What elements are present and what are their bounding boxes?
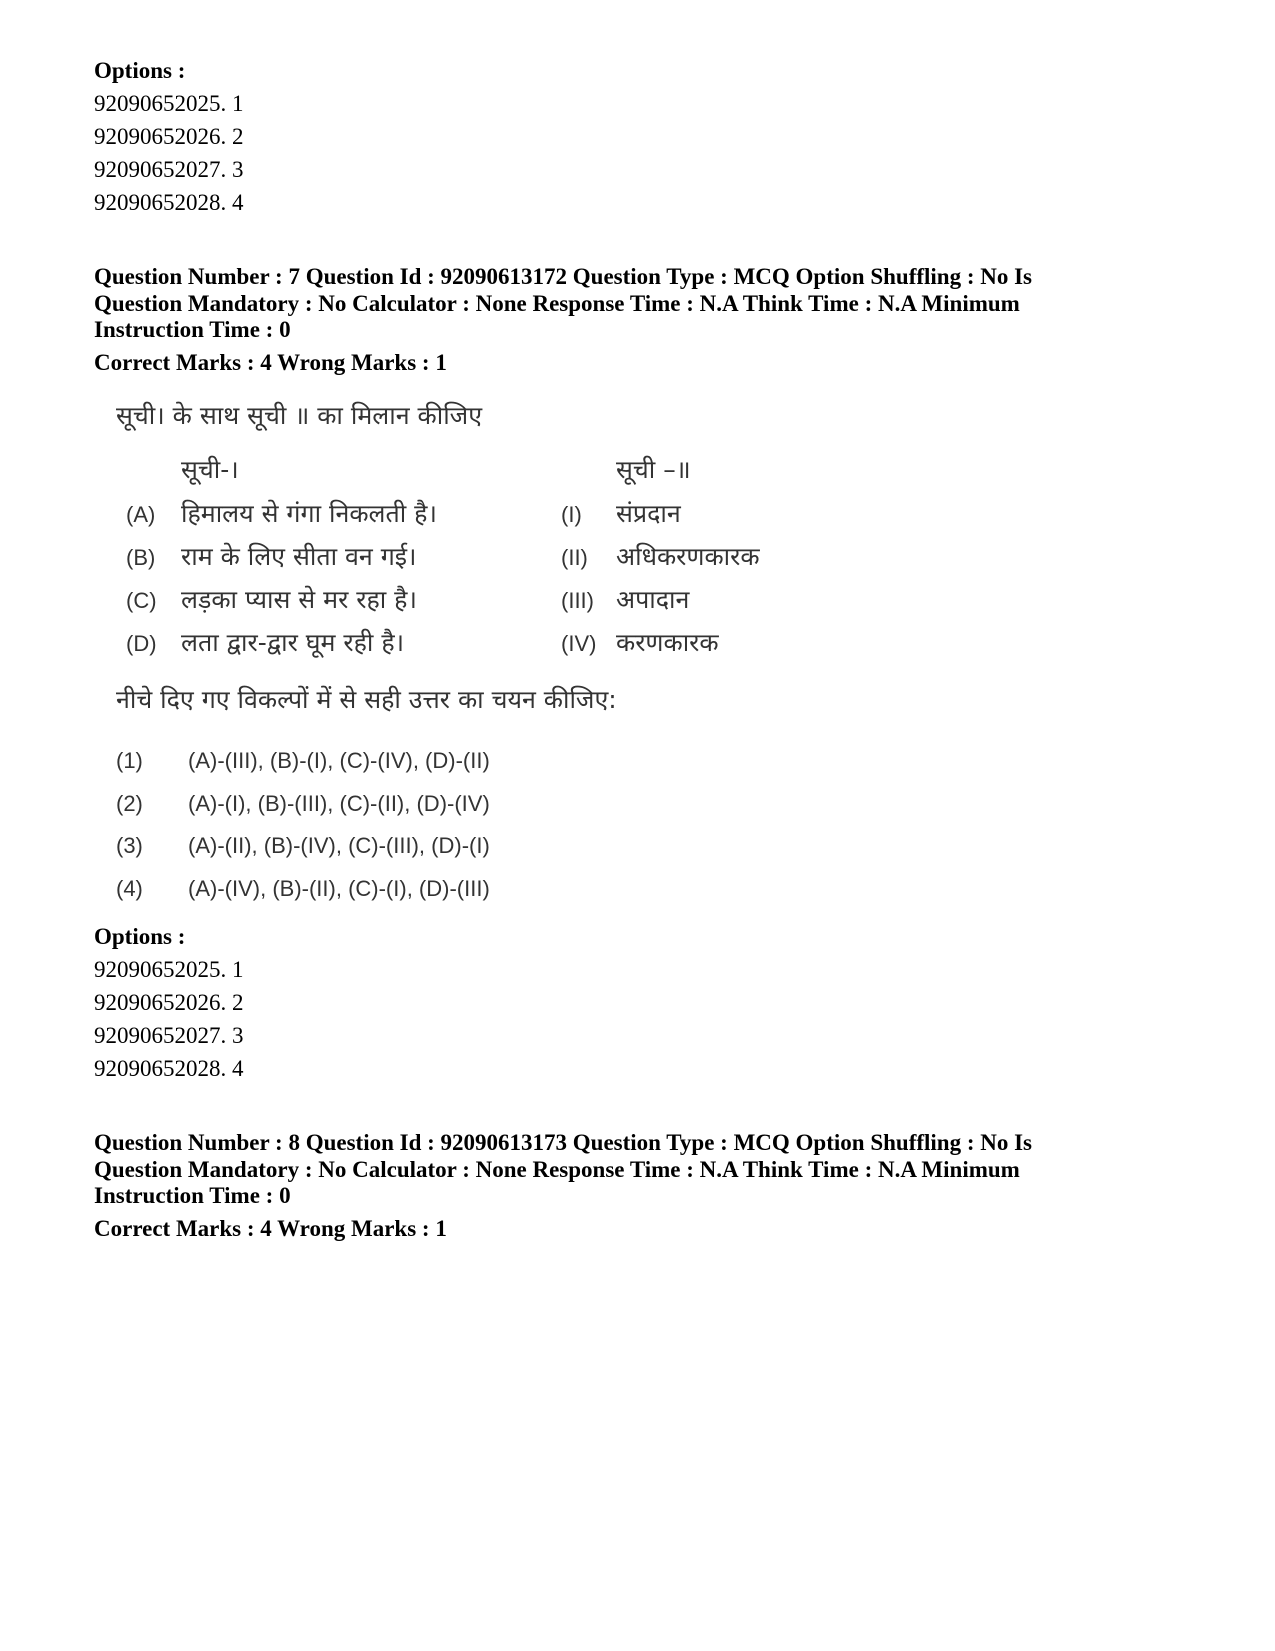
- question-meta-line: Question Mandatory : No Calculator : None Response Time : N.A Think Time : N.A Minimum: [94, 291, 1020, 316]
- question-marks: Correct Marks : 4 Wrong Marks : 1: [94, 1216, 447, 1241]
- option-item: 92090652027. 3: [94, 157, 244, 182]
- list2-item: अधिकरणकारक: [616, 542, 760, 571]
- choice-number: (1): [116, 748, 143, 773]
- choice-text: (A)-(I), (B)-(III), (C)-(II), (D)-(IV): [188, 791, 490, 816]
- option-item: 92090652028. 4: [94, 1056, 244, 1081]
- question-meta-line: Question Mandatory : No Calculator : None Response Time : N.A Think Time : N.A Minimum: [94, 1157, 1020, 1182]
- list2-header: सूची –॥: [616, 455, 691, 484]
- list1-label: (A): [126, 502, 156, 527]
- option-item: 92090652025. 1: [94, 957, 244, 982]
- choice-number: (4): [116, 876, 143, 901]
- question-meta-line: Instruction Time : 0: [94, 317, 291, 342]
- options-heading: Options :: [94, 58, 186, 83]
- list1-header: सूची-।: [181, 455, 239, 484]
- list2-label: (II): [561, 545, 588, 570]
- list1-label: (C): [126, 588, 157, 613]
- list1-item: लता द्वार-द्वार घूम रही है।: [181, 628, 405, 657]
- list2-item: संप्रदान: [616, 499, 681, 528]
- list2-label: (III): [561, 588, 594, 613]
- question-marks: Correct Marks : 4 Wrong Marks : 1: [94, 350, 447, 375]
- list1-label: (B): [126, 545, 156, 570]
- choice-number: (2): [116, 791, 143, 816]
- question-meta-line: Instruction Time : 0: [94, 1183, 291, 1208]
- option-item: 92090652028. 4: [94, 190, 244, 215]
- choice-text: (A)-(III), (B)-(I), (C)-(IV), (D)-(II): [188, 748, 490, 773]
- list2-item: करणकारक: [616, 628, 719, 657]
- choice-text: (A)-(II), (B)-(IV), (C)-(III), (D)-(I): [188, 833, 490, 858]
- list2-label: (I): [561, 502, 582, 527]
- list1-label: (D): [126, 631, 157, 656]
- option-item: 92090652026. 2: [94, 990, 244, 1015]
- choice-text: (A)-(IV), (B)-(II), (C)-(I), (D)-(III): [188, 876, 490, 901]
- choice-number: (3): [116, 833, 143, 858]
- choose-prompt: नीचे दिए गए विकल्पों में से सही उत्तर का चयन कीजिए:: [116, 685, 617, 714]
- list1-item: लड़का प्यास से मर रहा है।: [181, 585, 417, 614]
- option-item: 92090652027. 3: [94, 1023, 244, 1048]
- list2-item: अपादान: [616, 585, 690, 614]
- question-meta-line: Question Number : 8 Question Id : 92090613173 Question Type : MCQ Option Shuffling : No Is: [94, 1130, 1033, 1155]
- option-item: 92090652025. 1: [94, 91, 244, 116]
- list1-item: हिमालय से गंगा निकलती है।: [181, 499, 437, 528]
- list1-item: राम के लिए सीता वन गई।: [181, 542, 417, 571]
- question-body: [116, 401, 916, 955]
- list2-label: (IV): [561, 631, 597, 656]
- option-item: 92090652026. 2: [94, 124, 244, 149]
- question-meta-line: Question Number : 7 Question Id : 92090613172 Question Type : MCQ Option Shuffling : No Is: [94, 264, 1033, 289]
- question-instruction: सूची। के साथ सूची ॥ का मिलान कीजिए: [116, 401, 483, 430]
- options-heading: Options :: [94, 924, 186, 949]
